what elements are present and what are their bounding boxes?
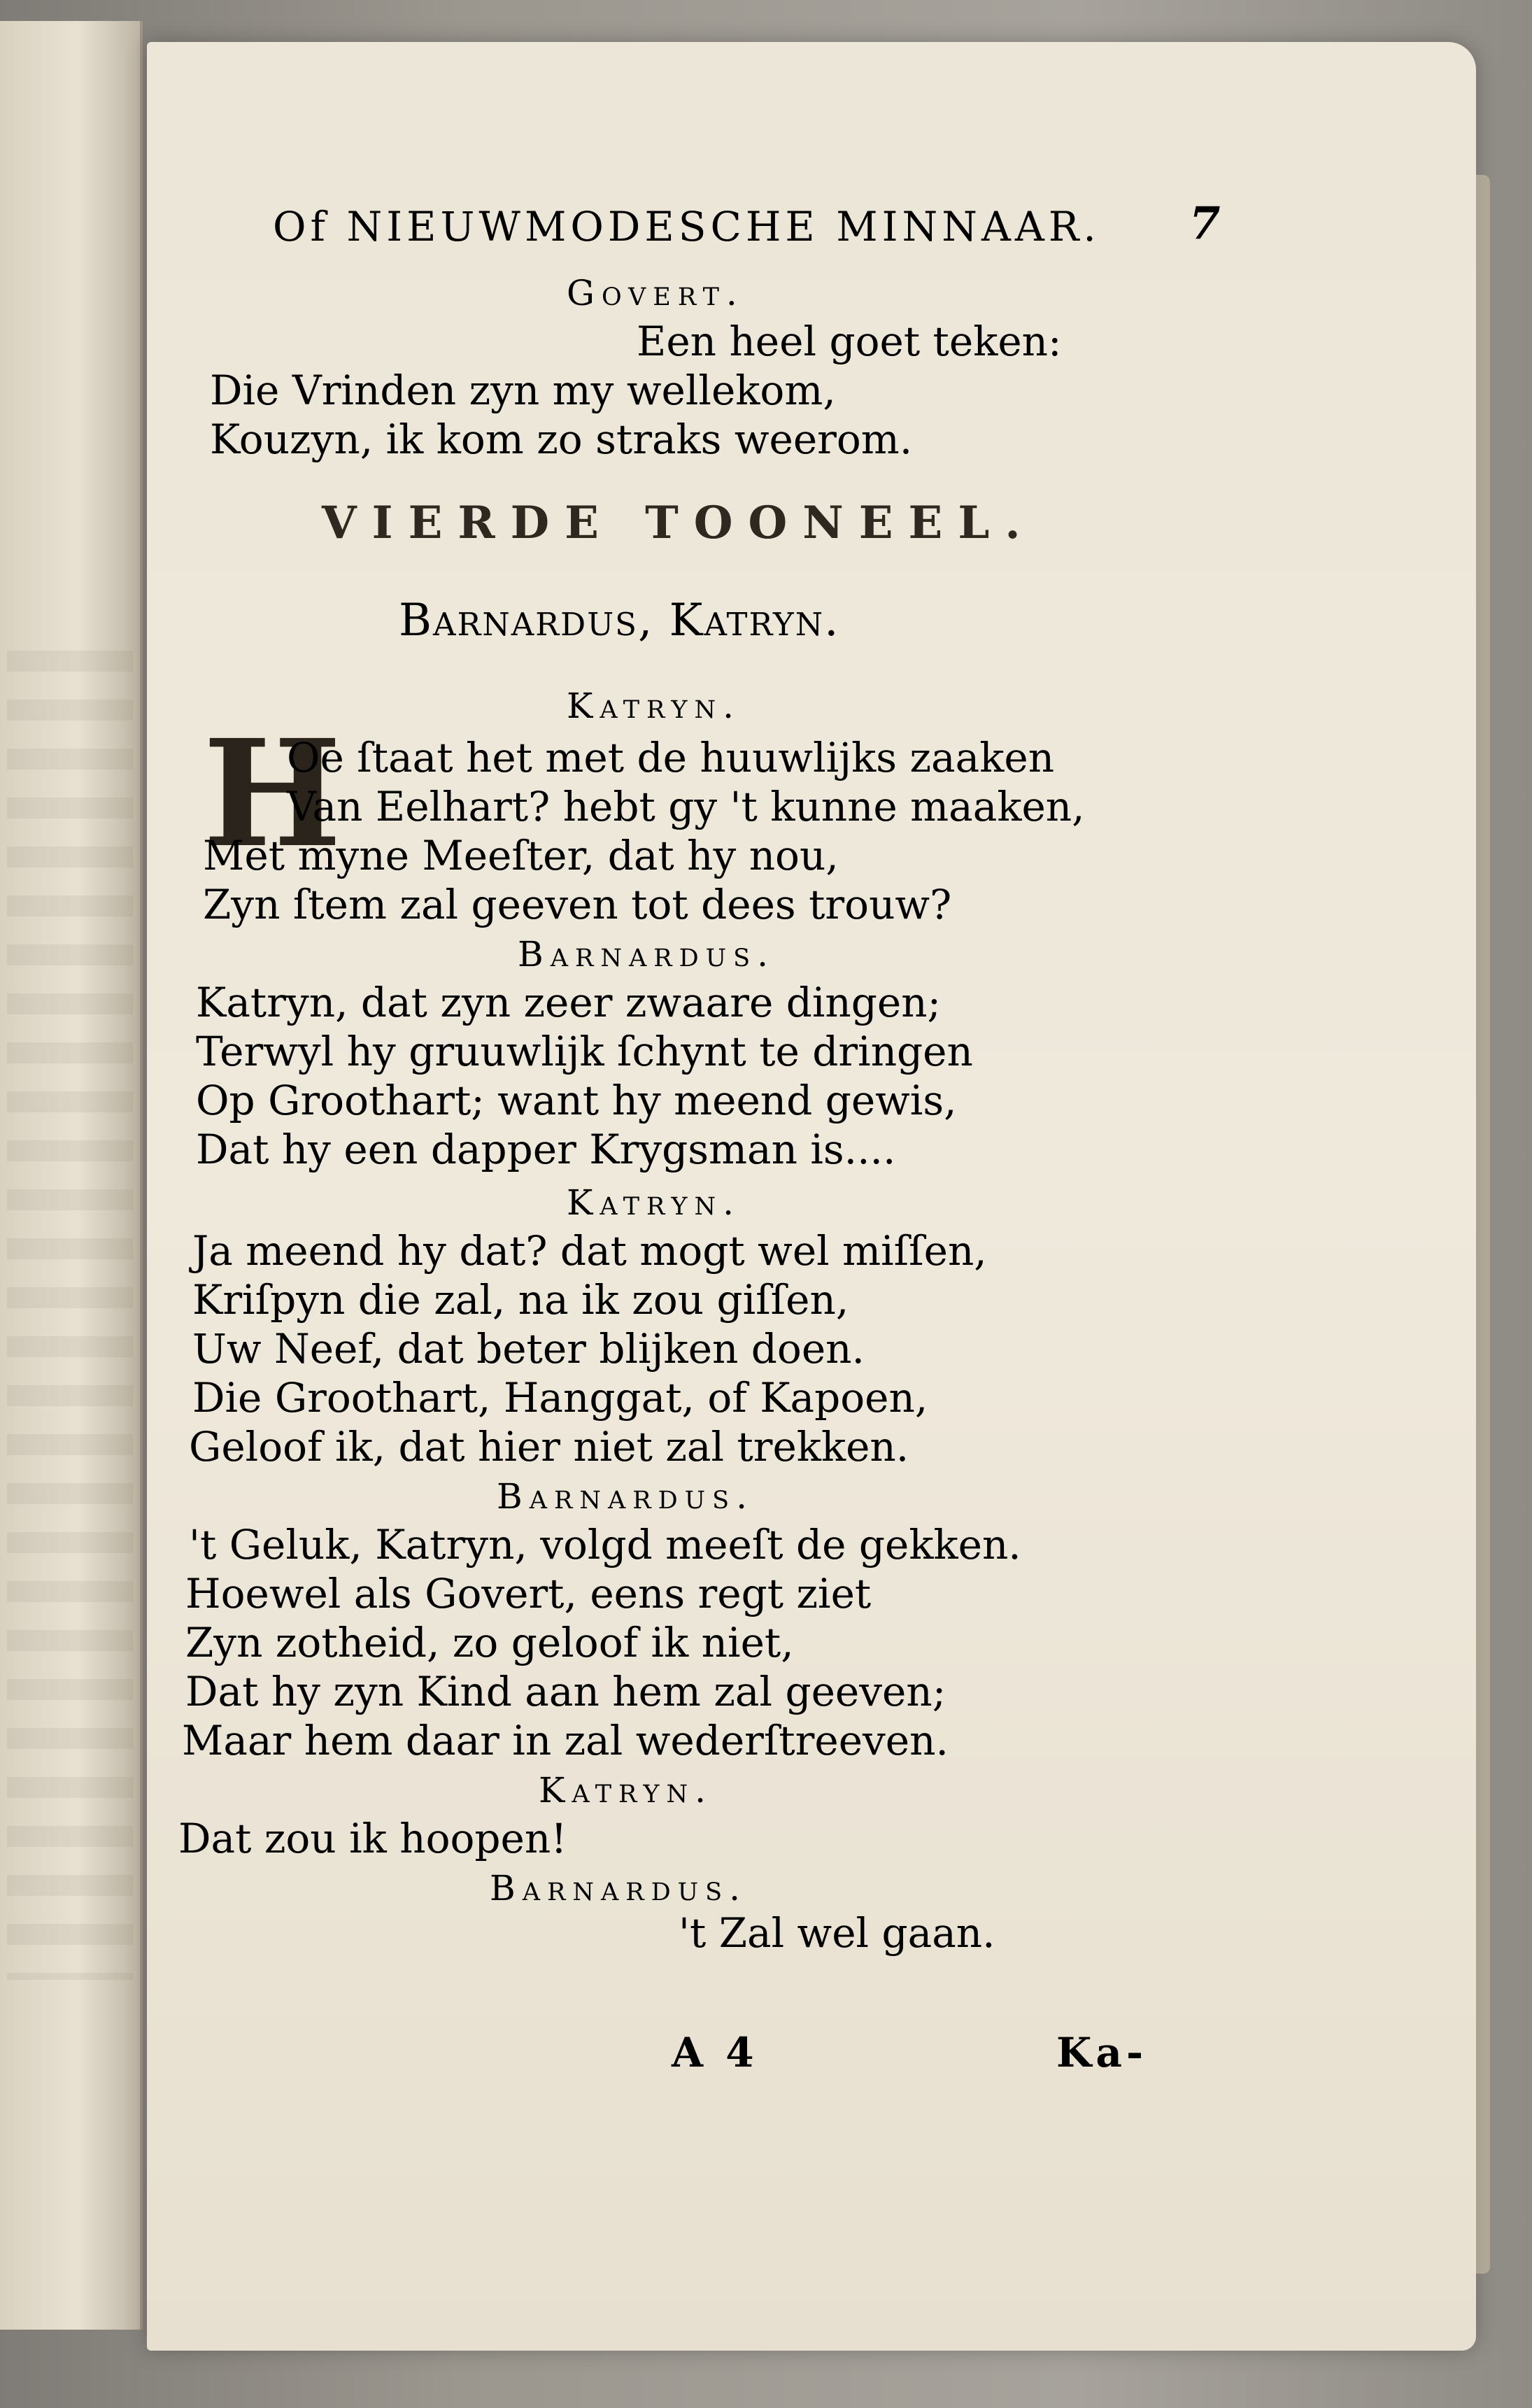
verse-line: Katryn, dat zyn zeer zwaare dingen; [196, 979, 942, 1026]
verse-line: Ja meend hy dat? dat mogt wel miſſen, [192, 1227, 987, 1275]
verse-line: Geloof ik, dat hier niet zal trekken. [189, 1423, 909, 1471]
running-head: Of NIEUWMODESCHE MINNAAR. [273, 203, 1100, 250]
character-list: Barnardus, Katryn. [399, 595, 840, 646]
catchword: Ka- [1056, 2029, 1148, 2076]
verse-line: Dat zou ik hoopen! [178, 1815, 567, 1862]
verse-line: Die Vrinden zyn my wellekom, [210, 367, 836, 414]
verse-line: Die Groothart, Hanggat, of Kapoen, [192, 1374, 928, 1422]
facing-page-edge [0, 21, 143, 2330]
verse-line: Uw Neef, dat beter blijken doen. [192, 1325, 865, 1373]
verse-line: 't Zal wel gaan. [679, 1909, 995, 1957]
book-page [147, 42, 1476, 2351]
verse-line: Van Eelhart? hebt gy 't kunne maaken, [287, 783, 1085, 830]
verse-line: Dat hy een dapper Krygsman is.... [196, 1126, 896, 1173]
verse-line: Kouzyn, ik kom zo straks weerom. [210, 416, 913, 463]
drop-cap: H [203, 707, 342, 880]
verse-line: Hoewel als Govert, eens regt ziet [185, 1570, 872, 1617]
facing-page-bleed [7, 651, 133, 1980]
verse-line: Een heel goet teken: [637, 318, 1062, 365]
speaker-barnardus: Barnardus. [490, 1868, 748, 1908]
speaker-katryn: Katryn. [539, 1770, 713, 1811]
verse-line: Kriſpyn die zal, na ik zou giſſen, [192, 1276, 849, 1324]
scene-title: VIERDE TOONEEL. [322, 497, 1036, 549]
page-number: 7 [1189, 197, 1221, 250]
verse-line: Zyn ſtem zal geeven tot dees trouw? [203, 881, 952, 928]
speaker-barnardus: Barnardus. [497, 1476, 755, 1517]
verse-line: Met myne Meeſter, dat hy nou, [203, 832, 839, 879]
verse-line: Maar hem daar in zal wederſtreeven. [182, 1717, 949, 1764]
verse-line: Oe ſtaat het met de huuwlijks zaaken [287, 734, 1055, 781]
speaker-katryn: Katryn. [567, 1182, 741, 1223]
verse-line: Op Groothart; want hy meend gewis, [196, 1077, 957, 1124]
speaker-govert: Govert. [567, 273, 744, 313]
signature-mark: A 4 [672, 2029, 758, 2076]
speaker-katryn: Katryn. [567, 686, 741, 726]
verse-line: Dat hy zyn Kind aan hem zal geeven; [185, 1668, 946, 1715]
verse-line: 't Geluk, Katryn, volgd meeſt de gekken. [189, 1521, 1021, 1568]
verse-line: Terwyl hy gruuwlijk ſchynt te dringen [196, 1028, 973, 1075]
speaker-barnardus: Barnardus. [518, 934, 776, 975]
verse-line: Zyn zotheid, zo geloof ik niet, [185, 1619, 794, 1666]
